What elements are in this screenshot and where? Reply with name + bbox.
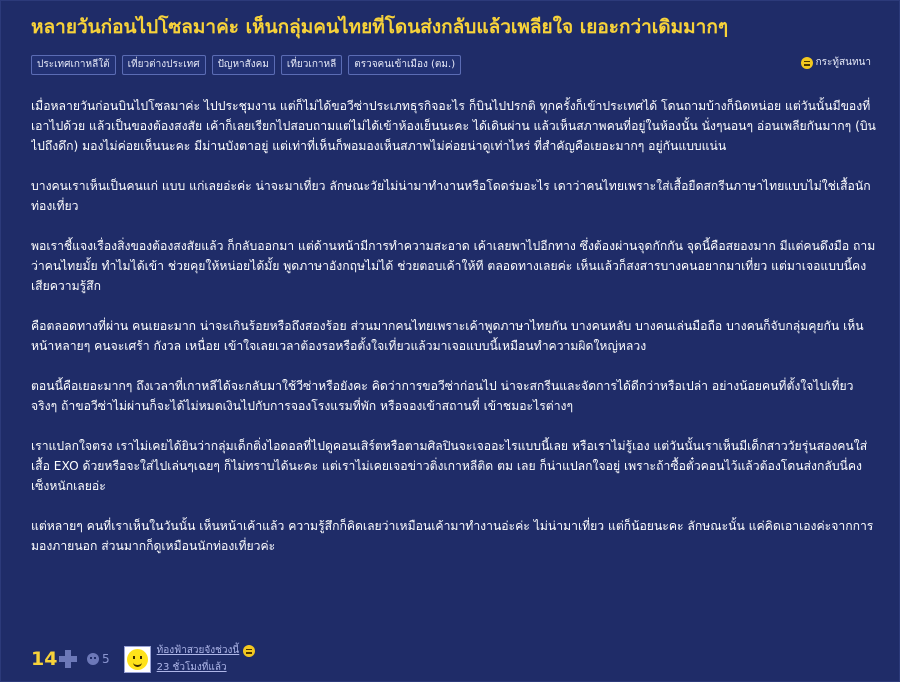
body-paragraph: เมื่อหลายวันก่อนบินไปโซลมาค่ะ ไปประชุมงาน แต่ก็ไม่ได้ขอวีซ่าประเภทธุรกิจอะไร ก็บินไปปรกติ ทุกครั้งก็เข้าประเทศได้ โดนถามบ้างก็นิดหน่อย แต่วันนั้นมีของที่เอาไปด้วย แล้วเป็นของต้องสงสัย เค้าก็เลยเรียกไปสอบถามแต่ไม่ได้เข้าห้องเย็นนะคะ ได้เดินผ่าน แล้วเห็นสภาพคนที่อยู่ในห้องนั้น นั่งๆนอนๆ อ่อนเพลียกันมากๆ (บินไปถึงดึก) มองไม่ค่อยเห็นนะคะ มีม่านบังตาอยู่ แต่เท่าที่เห็นก็พอมองเห็นสภาพไม่ค่อยน่าดูเท่าไหร่ ที่สำคัญคือเยอะมากๆ อยู่กันแบบแน่น	[31, 99, 876, 153]
tag-item[interactable]: ประเทศเกาหลีใต้	[31, 55, 116, 75]
sad-emoji-icon	[243, 645, 255, 657]
post-time[interactable]: 23 ชั่วโมงที่แล้ว	[156, 662, 227, 673]
plus-vote-icon[interactable]	[59, 650, 77, 668]
avatar[interactable]	[124, 646, 151, 673]
tag-list	[31, 55, 461, 75]
topic-title: หลายวันก่อนไปโซลมาค่ะ เห็นกลุ่มคนไทยที่โดนส่งกลับแล้วเพลียใจ เยอะกว่าเดิมมากๆ	[31, 16, 729, 38]
emotion-count: 5	[102, 652, 110, 666]
smiley-face-icon	[127, 649, 148, 670]
topic-type-label: กระทู้สนทนา	[815, 57, 871, 68]
topic-footer	[31, 643, 877, 675]
body-paragraph: ตอนนี้คือเยอะมากๆ ถึงเวลาที่เกาหลีได้จะกลับมาใช้วีซ่าหรือยังคะ คิดว่าการขอวีซ่าก่อนไป น่าจะสกรีนและจัดการได้ดีกว่าหรือเปล่า อย่างน้อยคนที่ตั้งใจไปเที่ยวจริงๆ ถ้าขอวีซ่าไม่ผ่านก็จะได้ไม่หมดเงินไปกับการจองโรงแรมที่พัก หรือจองเข้าสถานที่ เข้าชมอะไรต่างๆ	[31, 379, 854, 413]
vote-score: 14	[31, 648, 58, 670]
tag-item[interactable]: ปัญหาสังคม	[212, 55, 275, 75]
topic-type	[801, 55, 871, 70]
emotion-icon[interactable]	[87, 653, 99, 665]
author-name[interactable]: ท้องฟ้าสวยจังช่วงนี้	[156, 645, 240, 656]
tag-item[interactable]: ตรวจคนเข้าเมือง (ตม.)	[348, 55, 461, 75]
tag-item[interactable]: เที่ยวเกาหลี	[281, 55, 342, 75]
topic-body	[31, 96, 877, 576]
author-info	[157, 643, 256, 675]
body-paragraph: แต่หลายๆ คนที่เราเห็นในวันนั้น เห็นหน้าเค้าแล้ว ความรู้สึกก็คิดเลยว่าเหมือนเค้ามาทำงานอ่ะค่ะ ไม่น่ามาเที่ยว แต่ก็น้อยนะคะ ลักษณะนั้น แค่คิดเอาเองค่ะจากการมองภายนอก ส่วนมากก็ดูเหมือนนักท่องเที่ยวค่ะ	[31, 519, 874, 553]
tag-item[interactable]: เที่ยวต่างประเทศ	[122, 55, 206, 75]
body-paragraph: เราแปลกใจตรง เราไม่เคยได้ยินว่ากลุ่มเด็กติ่งไอดอลที่ไปดูคอนเสิร์ตหรือตามศิลปินจะเจออะไรแบบนี้เลย หรือเราไม่รู้เอง แต่วันนั้นเราเห็นมีเด็กสาววัยรุ่นสองคนใส่เสื้อ EXO ด้วยหรือจะใส่ไปเล่นๆเฉยๆ ก็ไม่ทราบได้นะคะ แต่เราไม่เคยเจอข่าวติ่งเกาหลีติด ตม เลย ก็น่าแปลกใจอยู่ เพราะถ้าซื้อตั๋วคอนไว้แล้วต้องโดนส่งกลับนี่คงเซ็งหนักเลยอ่ะ	[31, 439, 868, 493]
body-paragraph: คือตลอดทางที่ผ่าน คนเยอะมาก น่าจะเกินร้อยหรือถึงสองร้อย ส่วนมากคนไทยเพราะเค้าพูดภาษาไทยกัน บางคนหลับ บางคนเล่นมือถือ บางคนก็จับกลุ่มคุยกัน เห็นหน้าหลายๆ คนจะเศร้า กังวล เหนื่อย เข้าใจเลยเวลาต้องรอหรือตั้งใจเที่ยวแล้วมาเจอแบบนี้เหมือนทำความผิดใหญ่หลวง	[31, 319, 864, 353]
sad-emoji-icon	[801, 57, 813, 69]
body-paragraph: พอเราชี้แจงเรื่องสิ่งของต้องสงสัยแล้ว ก็กลับออกมา แต่ด้านหน้ามีการทำความสะอาด เค้าเลยพาไปอีกทาง ซึ่งต้องผ่านจุดกักกัน จุดนี้คือสยองมาก มีแต่คนดึงมือ ถามว่าคนไทยมั้ย ทำไมได้เข้า ช่วยคุยให้หน่อยได้มั้ย พูดภาษาอังกฤษไม่ได้ ช่วยตอบเค้าให้ที ตลอดทางเลยค่ะ เห็นแล้วก็สงสารบางคนอยากมาเที่ยว แต่มาเจอแบบนี้คงเสียความรู้สึก	[31, 239, 876, 293]
body-paragraph: บางคนเราเห็นเป็นคนแก่ แบบ แก่เลยอ่ะค่ะ น่าจะมาเที่ยว ลักษณะวัยไม่น่ามาทำงานหรือโดดร่มอะไร เดาว่าคนไทยเพราะใส่เสื้อยืดสกรีนภาษาไทยแบบไม่ใช่เสื้อนักท่องเที่ยว	[31, 179, 871, 213]
